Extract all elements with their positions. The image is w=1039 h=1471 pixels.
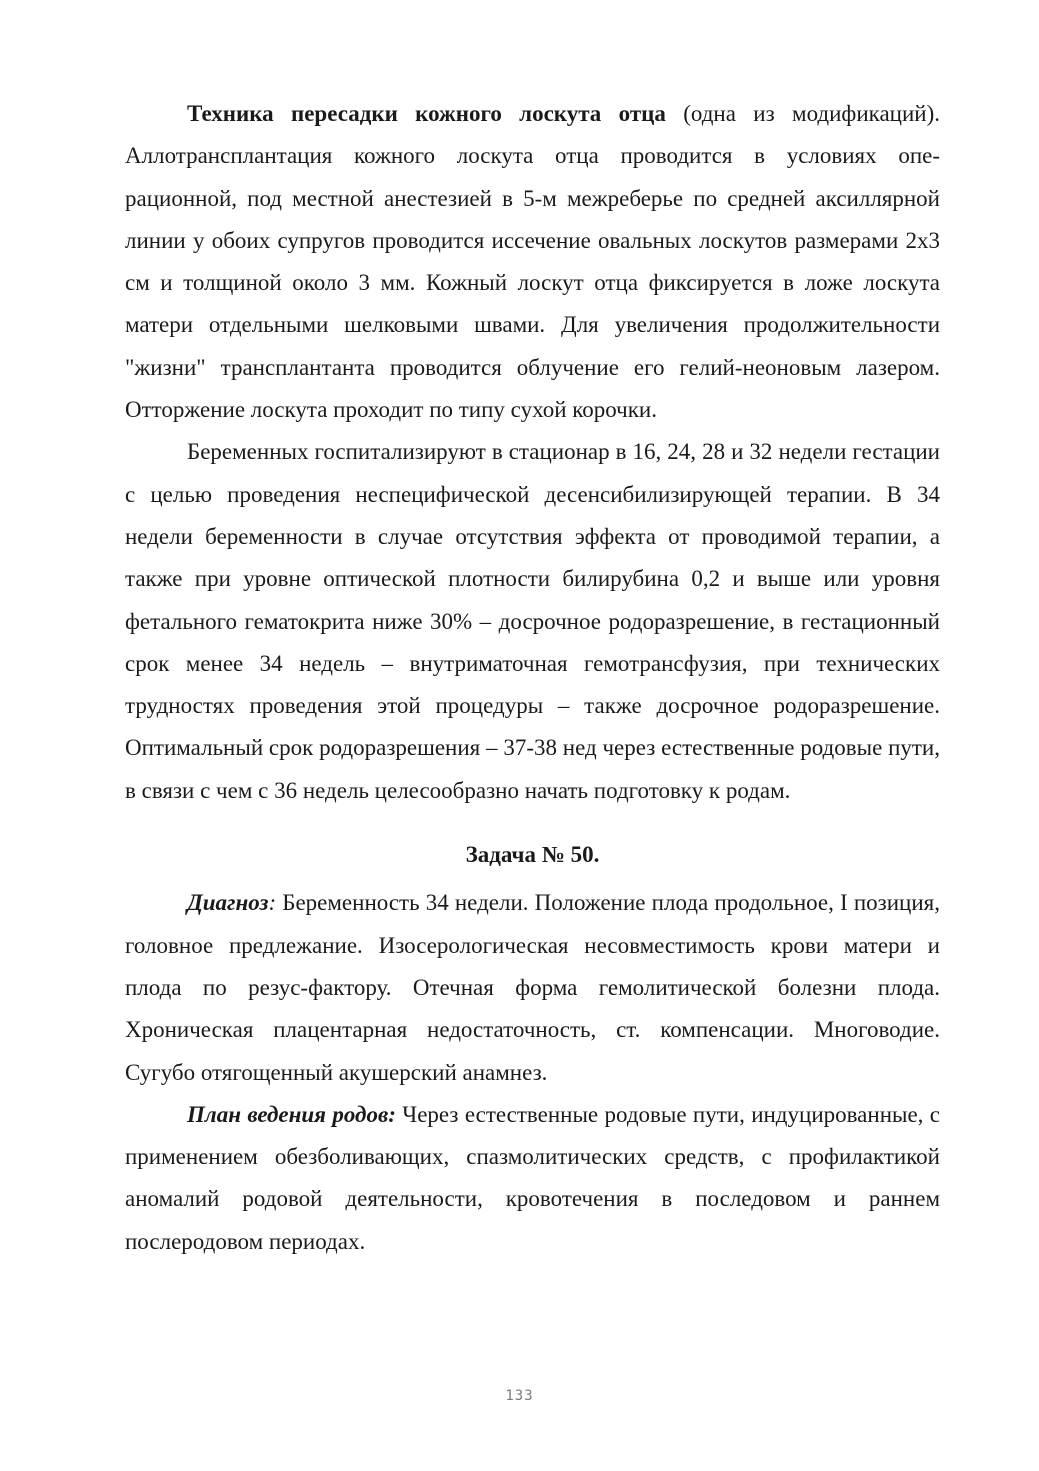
paragraph-skin-graft-technique bbox=[125, 93, 940, 431]
paragraph-lead-bold: Техника пересадки кожного лоскута отца bbox=[187, 101, 666, 126]
page-number: 133 bbox=[505, 1388, 534, 1404]
paragraph-text: Через естественные родовые пути, индуцированные, с применением обезболивающих, спазмолитических средств, с профилактикой аномалий родовой деятельности, кровотечения в последовом и раннем послеродовом периодах. bbox=[125, 1101, 940, 1254]
paragraph-delivery-plan bbox=[125, 1094, 940, 1263]
paragraph-text: (одна из модификаций). Аллотрансплантация кожного лоскута отца проводится в условиях опе-рационной, под местной анестезией в 5-м межреберье по средней аксиллярной линии у обоих супругов проводится иссечение овальных лоскутов размерами 2х3 см и толщиной около 3 мм. Кожный лоскут отца фиксируется в ложе лоскута матери отдельными шелковыми швами. Для увеличения продолжительности "жизни" трансплантанта проводится облучение его гелий-неоновым лазером. Отторжение лоскута проходит по типу сухой корочки. bbox=[125, 101, 941, 423]
paragraph-hospitalization bbox=[125, 431, 940, 812]
paragraph-diagnosis bbox=[125, 882, 940, 1093]
diagnosis-label: Диагноз bbox=[187, 890, 269, 916]
paragraph-text: Беременность 34 недели. Положение плода продольное, I позиция, головное предлежание. Изосерологическая несовместимость крови матери и плода по резус-фактору. Отечная форма гемолитической болезни плода. Хроническая плацентарная недостаточность, ст. компенсации. Многоводие. Сугубо отягощенный акушерский анамнез. bbox=[125, 890, 940, 1085]
paragraph-text: Беременных госпитализируют в стационар в 16, 24, 28 и 32 недели гестации с целью проведения неспецифической десенсибилизирующей терапии. В 34 недели беременности в случае отсутствия эффекта от проводимой терапии, а также при уровне оптической плотности билирубина 0,2 и выше или уровня фетального гематокрита ниже 30% – досрочное родоразрешение, в гестационный срок менее 34 недель – внутриматочная гемотрансфузия, при технических трудностях проведения этой процедуры – также досрочное родоразрешение. Оптимальный срок родоразрешения – 37-38 нед через естественные родовые пути, в связи с чем с 36 недель целесообразно начать подготовку к родам. bbox=[125, 439, 940, 803]
diagnosis-colon: : bbox=[268, 890, 277, 916]
task-heading: Задача № 50. bbox=[465, 842, 600, 868]
delivery-plan-label: План ведения родов: bbox=[187, 1101, 396, 1127]
document-page bbox=[125, 93, 940, 1263]
